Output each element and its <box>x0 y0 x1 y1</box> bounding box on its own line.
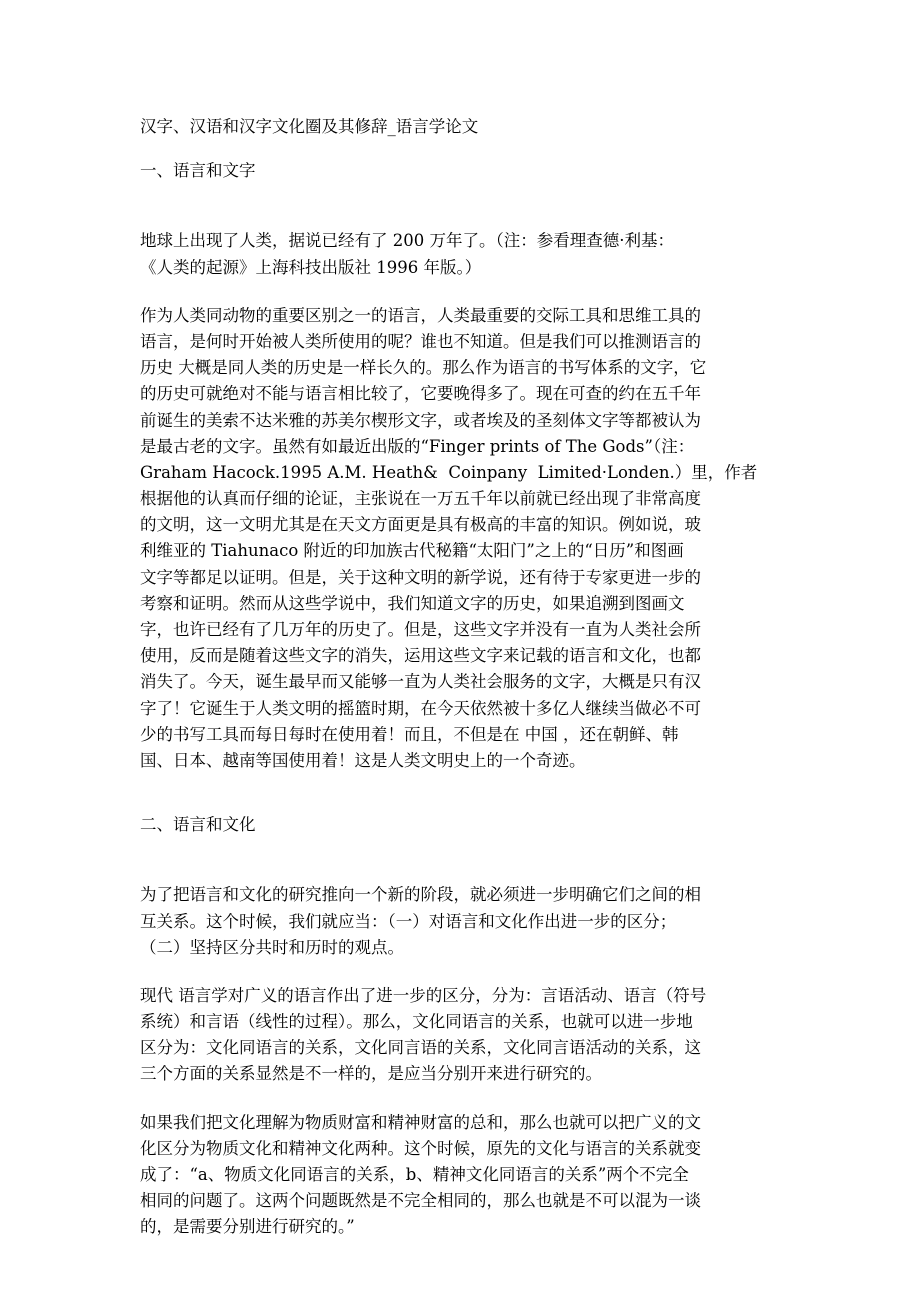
paragraph-line: 互关系。这个时候，我们就应当：（一）对语言和文化作出进一步的区分； <box>140 911 677 931</box>
paragraph-line: 《人类的起源》上海科技出版社 1996 年版。） <box>140 257 482 277</box>
paragraph-line: 少的书写工具而每日每时在使用着！而且，不但是在 中国 ，还在朝鲜、韩 <box>140 724 679 744</box>
paragraph-line: 使用，反而是随着这些文字的消失，运用这些文字来记载的语言和文化，也都 <box>140 646 701 666</box>
paragraph-line: 区分为：文化同语言的关系，文化同言语的关系，文化同言语活动的关系，这 <box>140 1038 701 1058</box>
paragraph-line: （二）坚持区分共时和历时的观点。 <box>140 937 404 957</box>
paragraph-line: 前诞生的美索不达米雅的苏美尔楔形文字，或者埃及的圣刻体文字等都被认为 <box>140 410 701 430</box>
paragraph-1 <box>140 228 780 280</box>
paragraph-4 <box>140 983 780 1088</box>
paragraph-line: 的历史可就绝对不能与语言相比较了，它要晚得多了。现在可查的约在五千年 <box>140 384 701 404</box>
paragraph-line: 历史 大概是同人类的历史是一样长久的。那么作为语言的书写体系的文字，它 <box>140 358 707 378</box>
paragraph-line: 语言，是何时开始被人类所使用的呢？谁也不知道。但是我们可以推测语言的 <box>140 331 701 351</box>
document-page <box>140 114 780 1241</box>
paragraph-line: 系统）和言语（线性的过程）。那么，文化同语言的关系，也就可以进一步地 <box>140 1012 693 1032</box>
document-title: 汉字、汉语和汉字文化圈及其修辞_语言学论文 <box>140 117 479 136</box>
paragraph-line: 现代 语言学对广义的语言作出了进一步的区分，分为：言语活动、语言（符号 <box>140 985 707 1005</box>
paragraph-line: 消失了。今天，诞生最早而又能够一直为人类社会服务的文字，大概是只有汉 <box>140 672 701 692</box>
paragraph-line: 文字等都足以证明。但是，关于这种文明的新学说，还有待于专家更进一步的 <box>140 567 701 587</box>
paragraph-line: 国、日本、越南等国使用着！这是人类文明史上的一个奇迹。 <box>140 750 586 770</box>
section-heading-2: 二、语言和文化 <box>140 815 256 835</box>
paragraph-line: 成了：“a、物质文化同语言的关系，b、精神文化同语言的关系”两个不完全 <box>140 1165 689 1184</box>
paragraph-3 <box>140 882 780 961</box>
paragraph-line: 的文明，这一文明尤其是在天文方面更是具有极高的丰富的知识。例如说，玻 <box>140 515 701 535</box>
paragraph-2 <box>140 303 780 774</box>
paragraph-5 <box>140 1110 780 1241</box>
paragraph-line: 相同的问题了。这两个问题既然是不完全相同的，那么也就是不可以混为一谈 <box>140 1191 701 1211</box>
paragraph-line: 为了把语言和文化的研究推向一个新的阶段，就必须进一步明确它们之间的相 <box>140 885 701 905</box>
paragraph-line: 利维亚的 Tiahunaco 附近的印加族古代秘籍“太阳门”之上的“日历”和图画 <box>140 541 684 561</box>
paragraph-line: 字，也许已经有了几万年的历史了。但是，这些文字并没有一直为人类社会所 <box>140 620 701 639</box>
paragraph-line: 三个方面的关系显然是不一样的，是应当分别开来进行研究的。 <box>140 1064 602 1084</box>
paragraph-line: 根据他的认真而仔细的论证，主张说在一万五千年以前就已经出现了非常高度 <box>140 489 701 509</box>
paragraph-line: Graham Hacock.1995 A.M. Heath& Coinpany Limited·Londen.）里，作者 <box>140 462 758 482</box>
paragraph-line: 字了！它诞生于人类文明的摇篮时期，在今天依然被十多亿人继续当做必不可 <box>140 698 701 718</box>
section-heading-1: 一、语言和文字 <box>140 161 256 181</box>
paragraph-line: 如果我们把文化理解为物质财富和精神财富的总和，那么也就可以把广义的文 <box>140 1112 701 1132</box>
paragraph-line: 化区分为物质文化和精神文化两种。这个时候，原先的文化与语言的关系就变 <box>140 1138 701 1158</box>
paragraph-line: 是最古老的文字。虽然有如最近出版的“Finger prints of The Gods”（注： <box>140 436 695 456</box>
paragraph-line: 作为人类同动物的重要区别之一的语言，人类最重要的交际工具和思维工具的 <box>140 305 701 325</box>
paragraph-line: 考察和证明。然而从这些学说中，我们知道文字的历史，如果追溯到图画文 <box>140 593 685 613</box>
paragraph-line: 地球上出现了人类，据说已经有了 200 万年了。（注：参看理查德·利基： <box>140 231 674 251</box>
paragraph-line: 的，是需要分别进行研究的。” <box>140 1217 355 1237</box>
